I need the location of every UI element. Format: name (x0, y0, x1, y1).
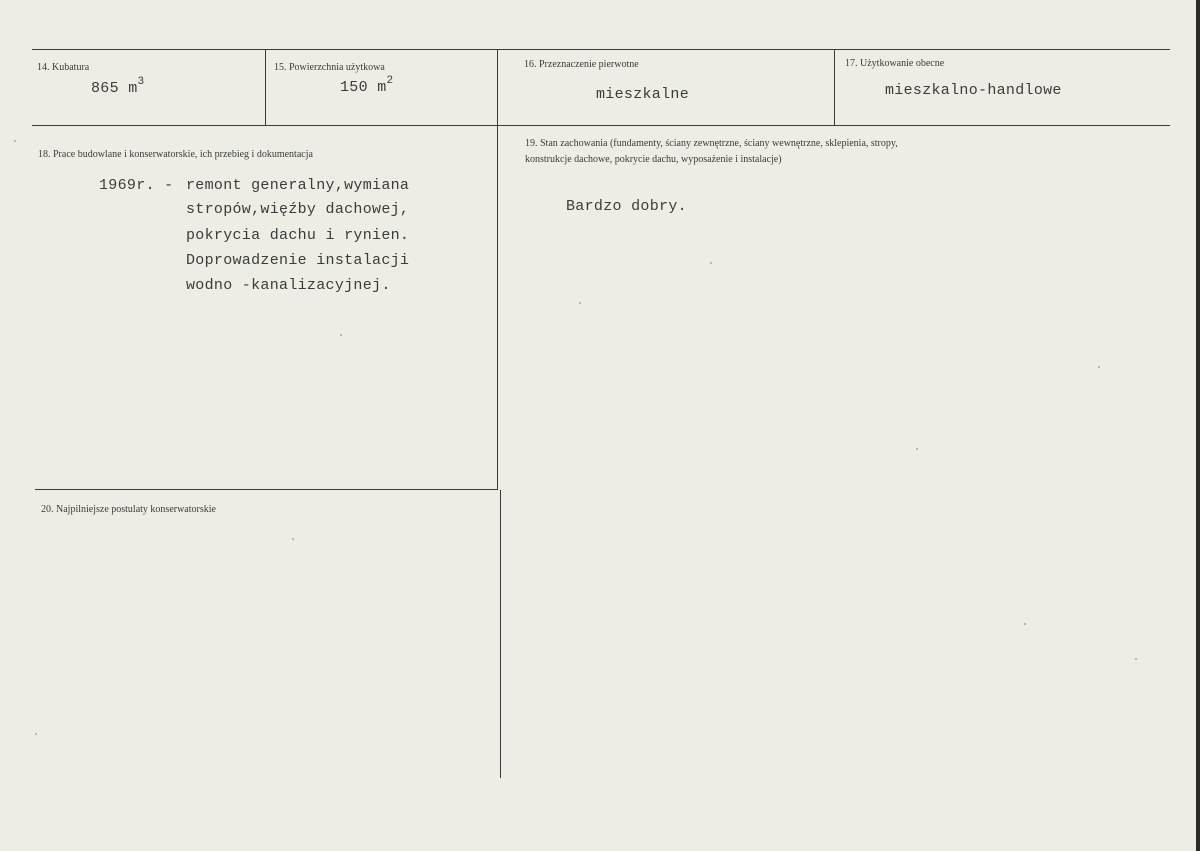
row-divider-2 (35, 489, 498, 490)
paper-speck (1135, 658, 1137, 660)
paper-speck (916, 448, 918, 450)
col-divider-main-lower (500, 490, 501, 778)
field-15-value (340, 75, 394, 96)
field-14-value (91, 76, 145, 97)
field-15-unit-exponent: 2 (386, 75, 394, 87)
paper-speck (1098, 366, 1100, 368)
col-divider-14-15 (265, 50, 266, 125)
field-18-line: wodno -kanalizacyjnej. (186, 277, 391, 294)
paper-speck (340, 334, 342, 336)
top-rule (32, 49, 1170, 50)
field-18-line: pokrycia dachu i rynien. (186, 227, 410, 244)
paper-speck (1024, 623, 1026, 625)
paper-speck (35, 733, 37, 735)
field-18-line: Doprowadzenie instalacji (186, 252, 410, 269)
field-19-label-line1: 19. Stan zachowania (fundamenty, ściany zewnętrzne, ściany wewnętrzne, sklepienia, stropy, (525, 138, 898, 149)
field-19-label-line2: konstrukcje dachowe, pokrycie dachu, wyposażenie i instalacje) (525, 154, 782, 165)
field-19-value: Bardzo dobry. (566, 198, 687, 215)
paper-speck (292, 538, 294, 540)
field-16-value: mieszkalne (596, 86, 690, 103)
field-18-line: stropów,więźby dachowej, (186, 201, 410, 218)
col-divider-16-17 (834, 50, 835, 125)
field-20-label: 20. Najpilniejsze postulaty konserwatorskie (41, 504, 216, 515)
field-14-label: 14. Kubatura (37, 62, 90, 73)
paper-speck (579, 302, 581, 304)
field-18-year: 1969r. - (99, 177, 174, 194)
field-18-label: 18. Prace budowlane i konserwatorskie, ich przebieg i dokumentacja (38, 149, 313, 160)
field-17-label: 17. Użytkowanie obecne (845, 58, 945, 69)
field-18-line: remont generalny,wymiana (186, 177, 410, 194)
field-14-number: 865 m (91, 80, 138, 97)
col-divider-main (497, 50, 498, 490)
field-15-number: 150 m (340, 79, 387, 96)
field-15-label: 15. Powierzchnia użytkowa (274, 62, 385, 73)
field-16-label: 16. Przeznaczenie pierwotne (524, 59, 639, 70)
field-17-value: mieszkalno-handlowe (885, 82, 1062, 99)
field-14-unit-exponent: 3 (137, 76, 145, 88)
row-divider-1 (32, 125, 1170, 126)
paper-speck (710, 262, 712, 264)
paper-speck (14, 140, 16, 142)
